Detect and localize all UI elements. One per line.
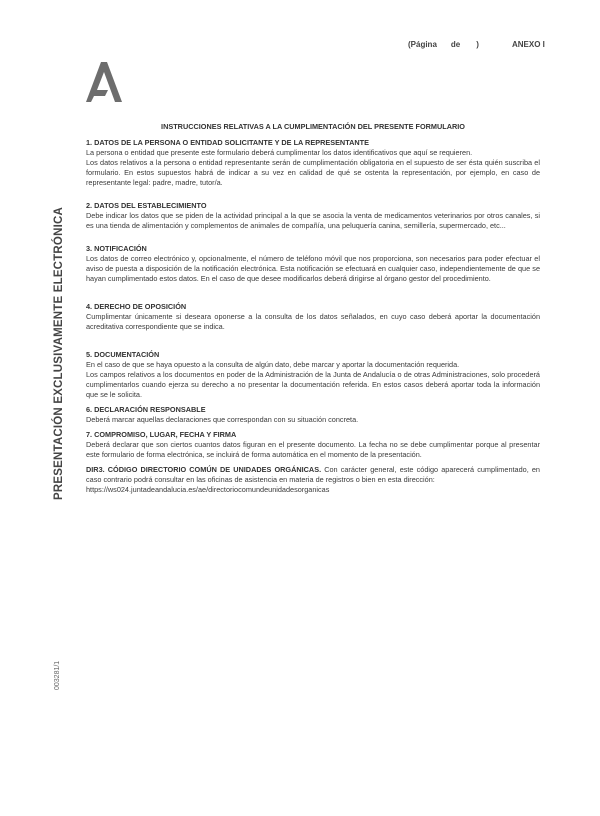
section-heading: 7. COMPROMISO, LUGAR, FECHA Y FIRMA [86,430,237,439]
junta-andalucia-logo [86,62,122,102]
section-paragraph: Los campos relativos a los documentos en poder de la Administración de la Junta de Andalucía o de otras Administraciones, solo procederá cumplimentarlos cuando ejerza su derecho a no presentar la documentación referida. En estos casos deberá aportar toda la información que se le solicita. [86,370,540,399]
dir3-text: Con carácter general, este código aparecerá cumplimentado, en caso contrario podrá consultar en las oficinas de asistencia en materia de registros o bien en esta dirección: [86,465,540,484]
section-solicitante [86,138,540,188]
section-declaracion [86,405,540,425]
section-paragraph: En el caso de que se haya opuesto a la consulta de algún dato, debe marcar y aportar la documentación requerida. [86,360,460,369]
page-label: (Página [408,40,437,49]
section-notificacion [86,244,540,284]
section-paragraph: Cumplimentar únicamente si deseara oponerse a la consulta de los datos señalados, en cuyo caso deberá aportar la documentación acreditativa correspondiente que se indica. [86,312,540,331]
section-heading: 1. DATOS DE LA PERSONA O ENTIDAD SOLICITANTE Y DE LA REPRESENTANTE [86,138,369,147]
section-heading: 2. DATOS DEL ESTABLECIMIENTO [86,201,207,210]
section-paragraph: Los datos relativos a la persona o entidad representante serán de cumplimentación obligatoria en el supuesto de ser ésta quién suscriba el formulario. En estos supuestos habrá de indicar a su vez en calidad de qué se ostenta la representación, por ejemplo, en caso de representante legal: padre, madre, tutor/a. [86,158,540,187]
page-number-header [408,40,479,49]
page-of-label: de [450,40,461,49]
instructions-body [86,122,540,500]
section-documentacion [86,350,540,400]
section-compromiso [86,430,540,460]
section-dir3 [86,465,540,495]
section-heading: 5. DOCUMENTACIÓN [86,350,160,359]
dir3-heading: DIR3. CÓDIGO DIRECTORIO COMÚN DE UNIDADES ORGÁNICAS. [86,465,322,474]
section-paragraph: Los datos de correo electrónico y, opcionalmente, el número de teléfono móvil que nos proporciona, son necesarios para poder efectuar el aviso de puesta a disposición de la notificación electrónica. Esta notificación se efectuará en cualquier caso, independientemente de que se hayan cumplimentado estos datos. En el caso de que desee modificarlos deberá dirigirse al órgano gestor del procedimiento. [86,254,540,283]
section-paragraph: La persona o entidad que presente este formulario deberá cumplimentar los datos identificativos que aquí se requieren. [86,148,473,157]
vertical-presentation-label: PRESENTACIÓN EXCLUSIVAMENTE ELECTRÓNICA [53,207,65,500]
section-paragraph: Debe indicar los datos que se piden de la actividad principal a la que se asocia la venta de medicamentos veterinarios por otros canales, si es una tienda de alimentación y complementos de animales de compañía, una peluquería canina, semillería, supermercado, etc... [86,211,540,230]
section-establecimiento [86,201,540,231]
section-heading: 3. NOTIFICACIÓN [86,244,147,253]
document-title: INSTRUCCIONES RELATIVAS A LA CUMPLIMENTACIÓN DEL PRESENTE FORMULARIO [161,122,465,131]
section-oposicion [86,302,540,332]
section-heading: 6. DECLARACIÓN RESPONSABLE [86,405,206,414]
section-paragraph: Deberá marcar aquellas declaraciones que correspondan con su situación concreta. [86,415,359,424]
section-paragraph: Deberá declarar que son ciertos cuantos datos figuran en el presente documento. La fecha no se debe cumplimentar porque al presentar este formulario de forma electrónica, se incluirá de forma automática en el momento de la presentación. [86,440,540,459]
dir3-url: https://ws024.juntadeandalucia.es/ae/directoriocomundeunidadesorganicas [86,485,330,494]
section-heading: 4. DERECHO DE OPOSICIÓN [86,302,187,311]
form-code: 003281/1 [54,660,61,690]
annex-label: ANEXO I [512,40,545,49]
page-close: ) [476,40,479,49]
